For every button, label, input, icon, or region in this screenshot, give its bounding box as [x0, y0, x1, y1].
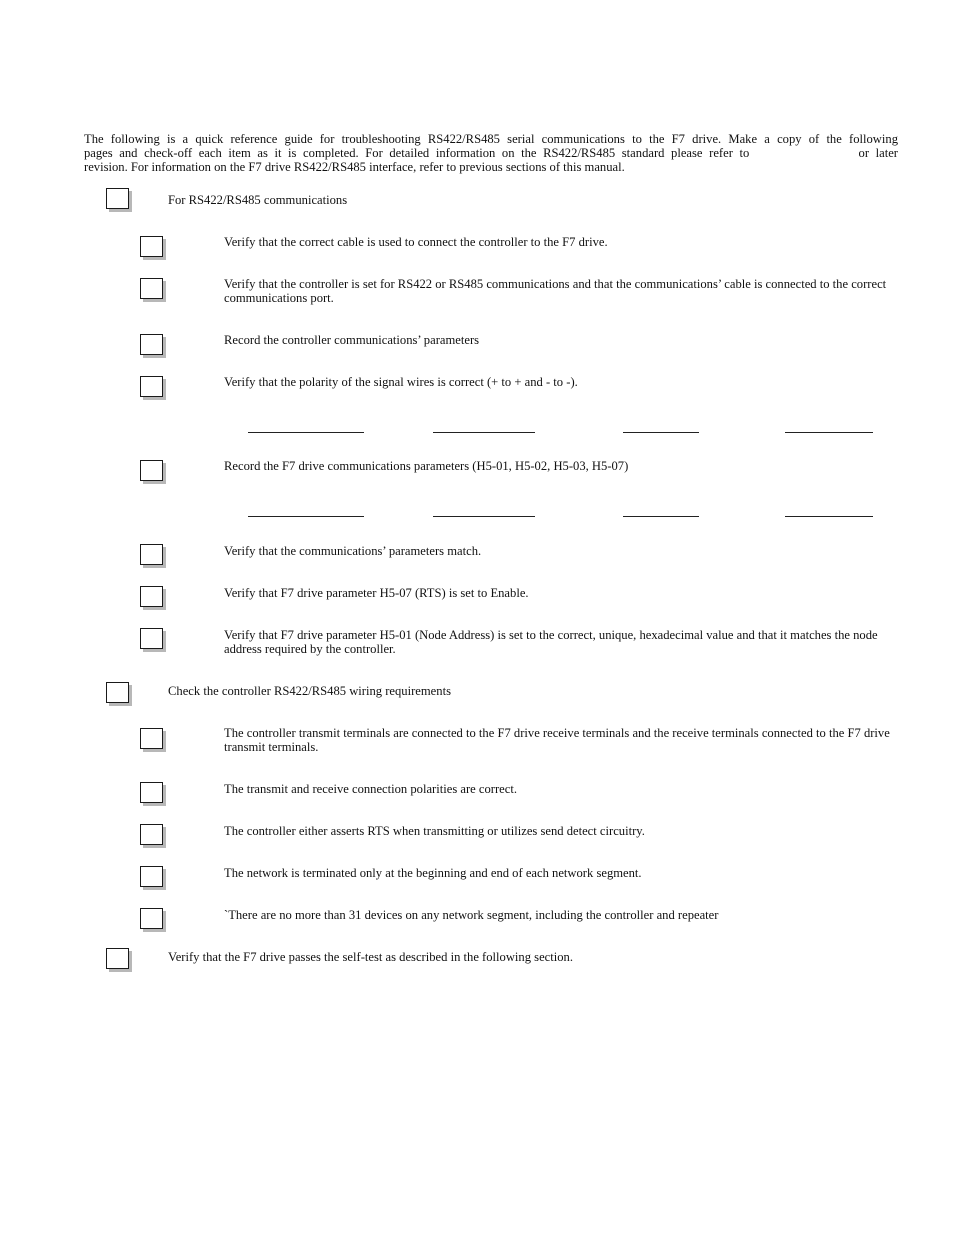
item-node-address: Verify that F7 drive parameter H5-01 (Node Address) is set to the correct, unique, hexadecimal value and that it matches the node address required by the controller. — [224, 628, 878, 656]
item-signal-polarity: Verify that the polarity of the signal wires is correct (+ to + and - to -). — [224, 375, 578, 389]
checkbox-rts-send-detect[interactable] — [140, 824, 163, 845]
intro-line-3: revision. For information on the F7 drive RS422/RS485 interface, refer to previous sections of this manual. — [84, 160, 625, 174]
item-rts-enable: Verify that F7 drive parameter H5-07 (RTS) is set to Enable. — [224, 586, 529, 600]
controller-param-blank-2[interactable] — [433, 432, 535, 433]
checkbox-record-drive-params[interactable] — [140, 460, 163, 481]
item-record-controller-params: Record the controller communications’ parameters — [224, 333, 480, 347]
intro-line-1: The following is a quick reference guide for troubleshooting RS422/RS485 serial communications to the F7 drive. Make a copy of the following — [84, 132, 898, 146]
intro-paragraph — [84, 132, 898, 174]
checkbox-rs422-rs485-communications[interactable] — [106, 188, 129, 209]
checkbox-connection-polarities[interactable] — [140, 782, 163, 803]
drive-param-blank-4[interactable] — [785, 516, 873, 517]
section-heading-communications: For RS422/RS485 communications — [168, 193, 348, 207]
checkbox-signal-polarity[interactable] — [140, 376, 163, 397]
checkbox-network-termination[interactable] — [140, 866, 163, 887]
item-correct-cable: Verify that the correct cable is used to connect the controller to the F7 drive. — [224, 235, 608, 249]
controller-param-blank-3[interactable] — [623, 432, 699, 433]
checkbox-transmit-receive-terminals[interactable] — [140, 728, 163, 749]
intro-line-2-before: pages and check-off each item as it is completed. For detailed information on the RS422/RS485 standard please refer to — [84, 146, 750, 160]
checkbox-params-match[interactable] — [140, 544, 163, 565]
item-rts-send-detect: The controller either asserts RTS when transmitting or utilizes send detect circuitry. — [224, 824, 645, 838]
item-record-drive-params: Record the F7 drive communications parameters (H5-01, H5-02, H5-03, H5-07) — [224, 459, 629, 473]
checkbox-node-address[interactable] — [140, 628, 163, 649]
item-device-count: `There are no more than 31 devices on any network segment, including the controller and repeater — [224, 908, 719, 922]
checkbox-device-count[interactable] — [140, 908, 163, 929]
checkbox-wiring-requirements[interactable] — [106, 682, 129, 703]
checkbox-correct-cable[interactable] — [140, 236, 163, 257]
item-connection-polarities: The transmit and receive connection polarities are correct. — [224, 782, 518, 796]
drive-param-blank-3[interactable] — [623, 516, 699, 517]
checkbox-controller-set[interactable] — [140, 278, 163, 299]
item-params-match: Verify that the communications’ parameters match. — [224, 544, 482, 558]
item-network-termination: The network is terminated only at the beginning and end of each network segment. — [224, 866, 642, 880]
item-controller-set: Verify that the controller is set for RS422 or RS485 communications and that the communications’ cable is connected to the correct communications port. — [224, 277, 887, 305]
section-heading-self-test: Verify that the F7 drive passes the self-test as described in the following section. — [168, 950, 573, 964]
checkbox-rts-enable[interactable] — [140, 586, 163, 607]
drive-param-blank-2[interactable] — [433, 516, 535, 517]
drive-param-blank-1[interactable] — [248, 516, 364, 517]
intro-line-2 — [84, 146, 898, 160]
item-transmit-receive-terminals: The controller transmit terminals are connected to the F7 drive receive terminals and the receive terminals connected to the F7 drive transmit terminals. — [224, 726, 890, 754]
checkbox-record-controller-params[interactable] — [140, 334, 163, 355]
intro-line-2-after: or later — [858, 146, 898, 160]
controller-param-blank-4[interactable] — [785, 432, 873, 433]
controller-param-blank-1[interactable] — [248, 432, 364, 433]
checkbox-self-test[interactable] — [106, 948, 129, 969]
section-heading-wiring: Check the controller RS422/RS485 wiring requirements — [168, 684, 451, 698]
